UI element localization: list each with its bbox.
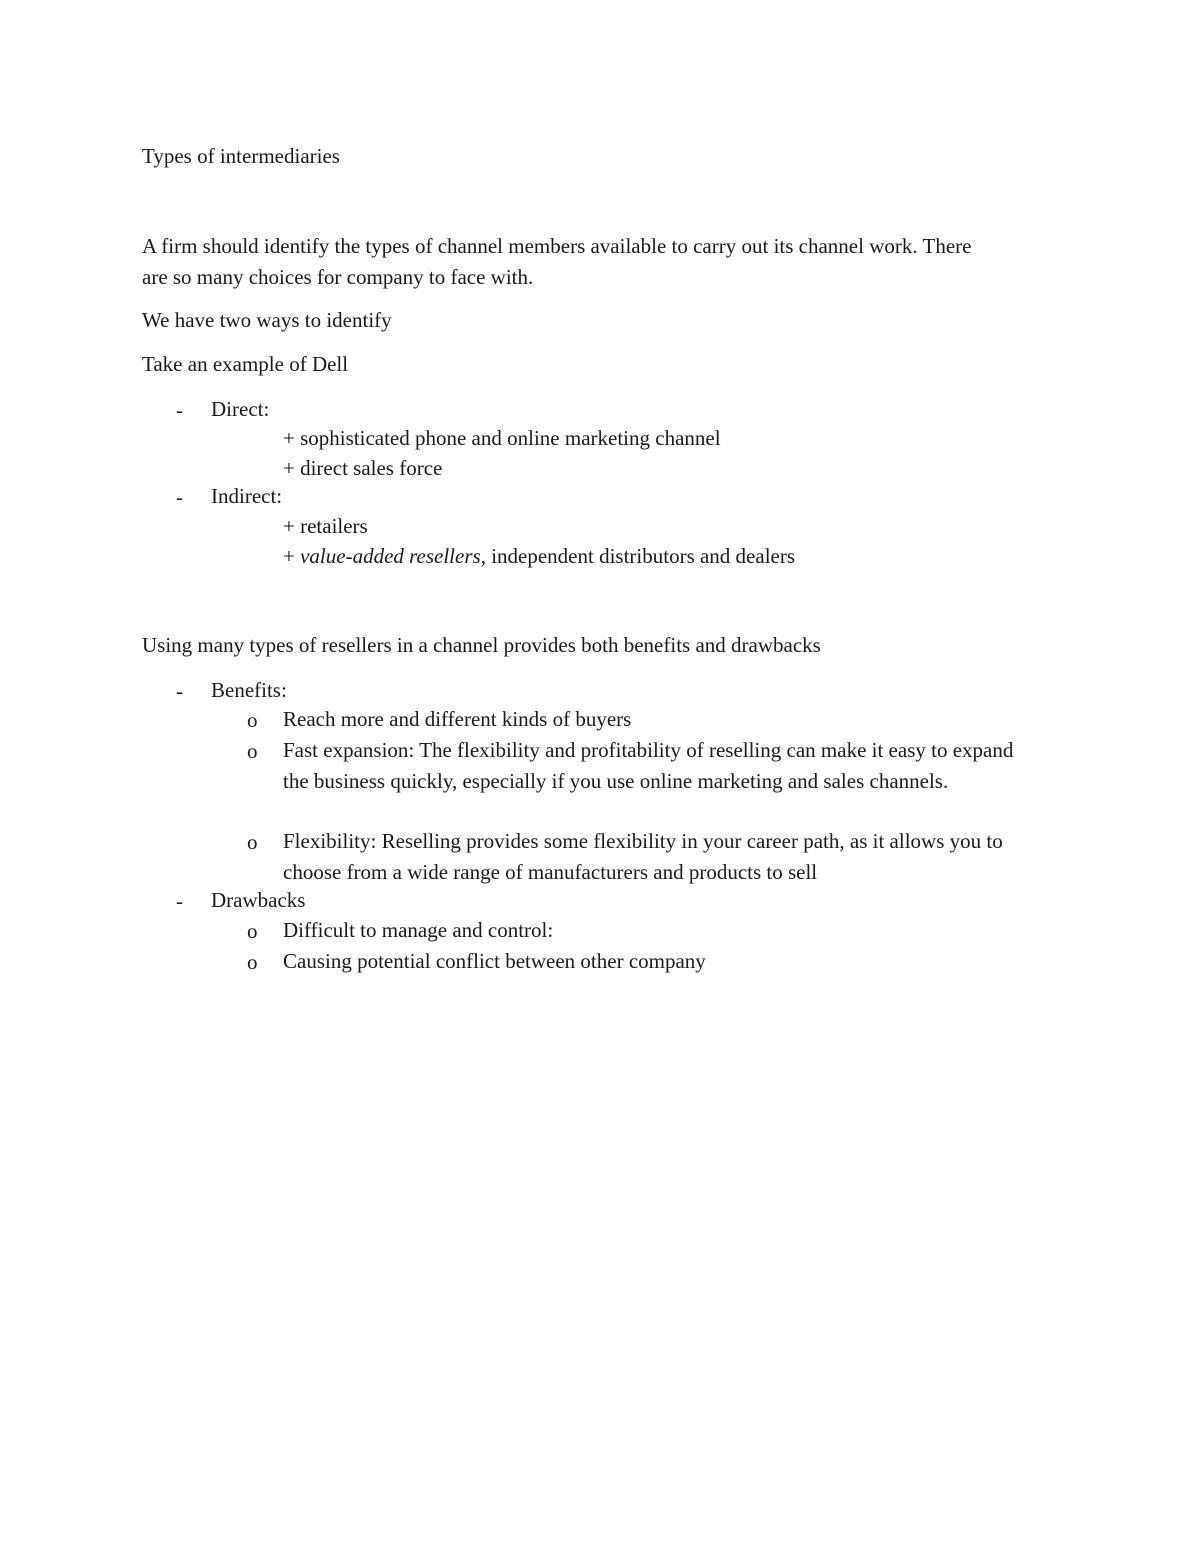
- plus-glyph: +: [283, 544, 295, 568]
- plus-glyph: +: [283, 426, 295, 450]
- list-dash: -: [176, 889, 183, 913]
- intro-paragraph: A firm should identify the types of channel members available to carry out its channel work. There are so many choices for company to face with.: [142, 234, 972, 289]
- resellers-line: Using many types of resellers in a channel provides both benefits and drawbacks: [142, 633, 821, 657]
- indirect-item-1: [283, 516, 368, 537]
- circle-bullet: o: [247, 830, 258, 854]
- drawbacks-item-2: Causing potential conflict between other company: [283, 949, 706, 973]
- indirect-item-2: [283, 546, 795, 567]
- ways-line: We have two ways to identify: [142, 308, 392, 332]
- indirect-item-text: retailers: [300, 514, 368, 538]
- list-dash: -: [176, 398, 183, 422]
- plus-glyph: +: [283, 514, 295, 538]
- benefits-item-3: Flexibility: Reselling provides some flexibility in your career path, as it allows you to choose from a wide range of manufacturers and products to sell: [283, 829, 1003, 884]
- indirect-item-rest: , independent distributors and dealers: [480, 544, 796, 568]
- indirect-item-italic: value-added resellers: [300, 544, 481, 568]
- list-dash: -: [176, 679, 183, 703]
- document-title: Types of intermediaries: [142, 144, 340, 168]
- direct-item-1: [283, 428, 721, 449]
- drawbacks-label: Drawbacks: [211, 888, 306, 912]
- direct-item-text: direct sales force: [300, 456, 443, 480]
- circle-bullet: o: [247, 708, 258, 732]
- plus-glyph: +: [283, 456, 295, 480]
- example-line: Take an example of Dell: [142, 352, 349, 376]
- direct-label: Direct:: [211, 397, 270, 421]
- circle-bullet: o: [247, 739, 258, 763]
- circle-bullet: o: [247, 919, 258, 943]
- indirect-label: Indirect:: [211, 484, 283, 508]
- drawbacks-item-1: Difficult to manage and control:: [283, 918, 554, 942]
- benefits-item-1: Reach more and different kinds of buyers: [283, 707, 632, 731]
- direct-item-text: sophisticated phone and online marketing channel: [300, 426, 721, 450]
- benefits-item-2: Fast expansion: The flexibility and profitability of reselling can make it easy to expand the business quickly, especially if you use online marketing and sales channels.: [283, 738, 1014, 793]
- direct-item-2: [283, 458, 442, 479]
- benefits-label: Benefits:: [211, 678, 287, 702]
- list-dash: -: [176, 485, 183, 509]
- circle-bullet: o: [247, 950, 258, 974]
